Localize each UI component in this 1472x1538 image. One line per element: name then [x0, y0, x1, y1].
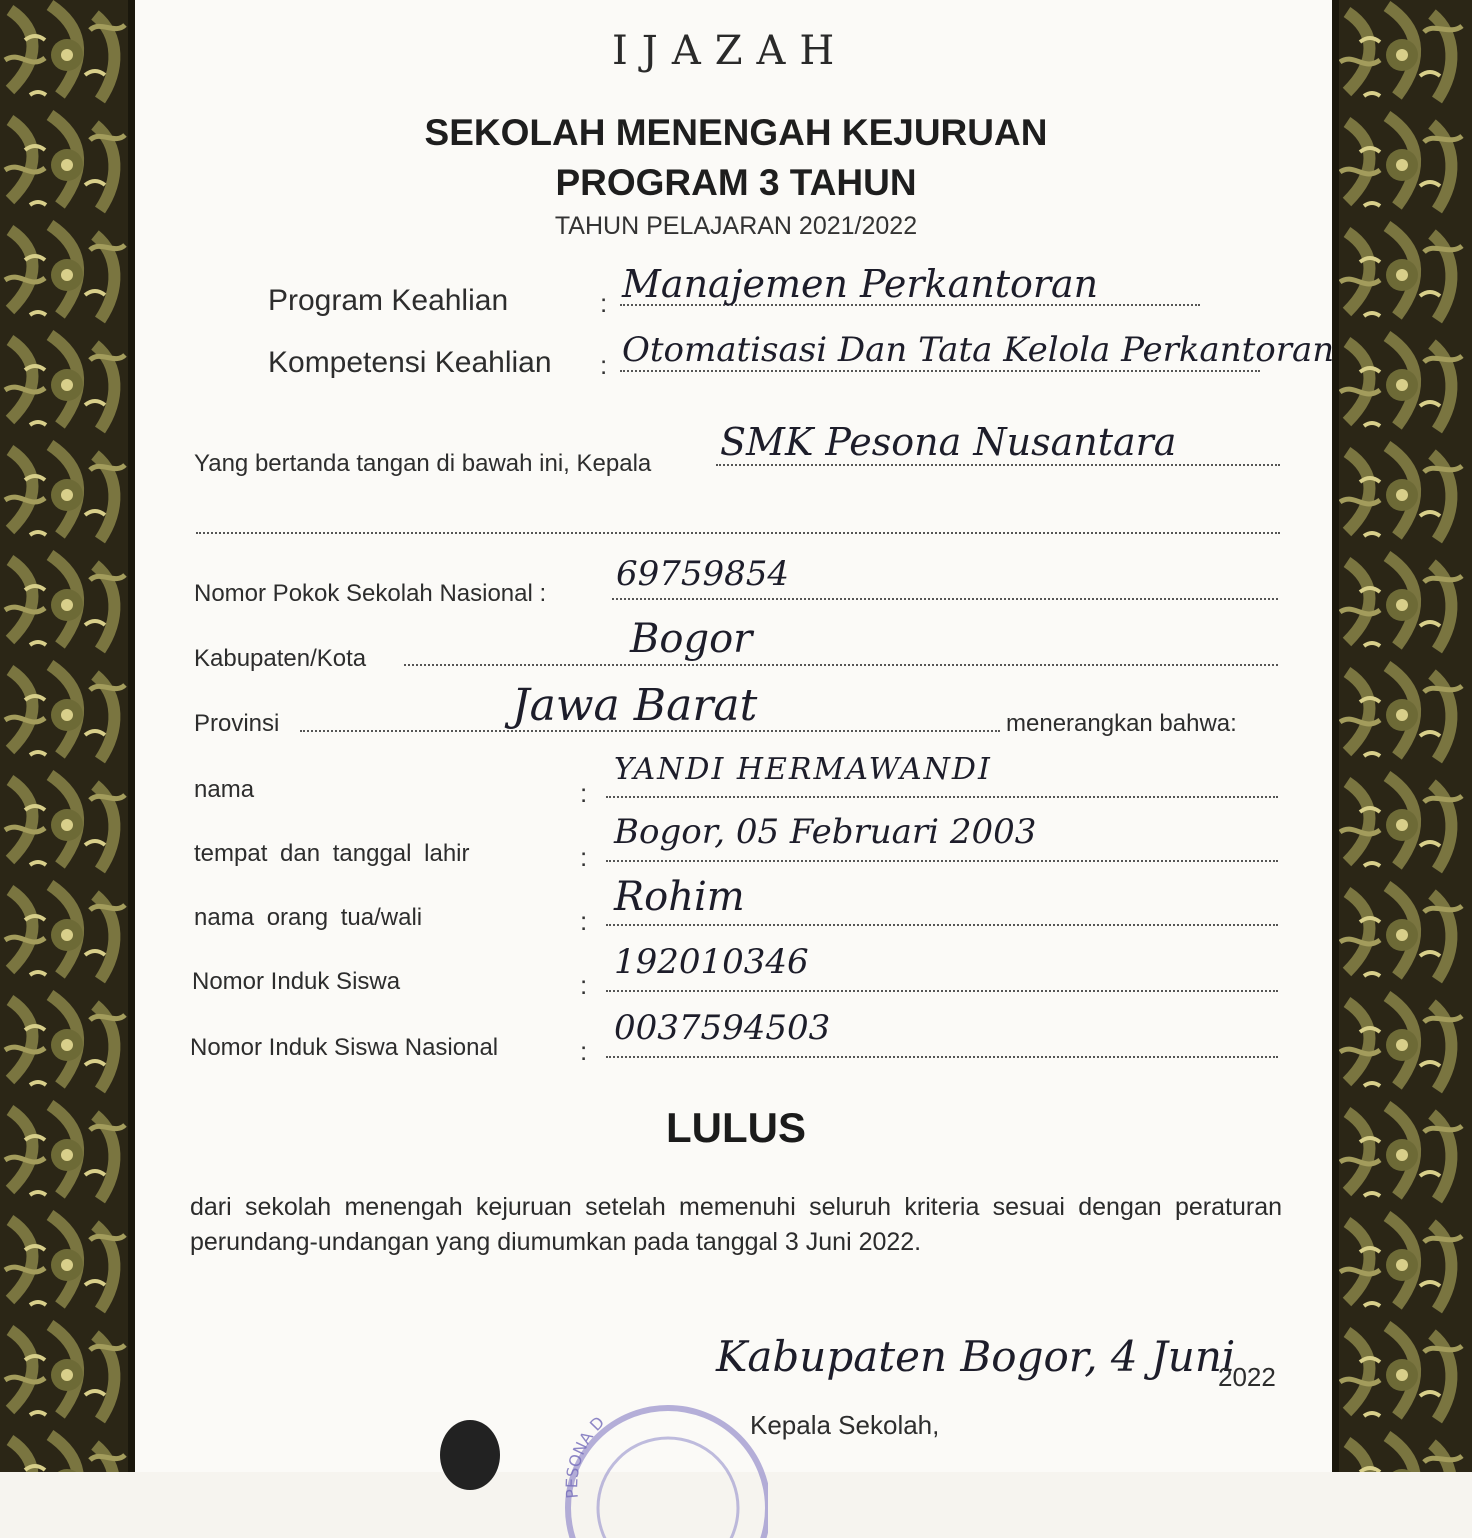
- result-statement: dari sekolah menengah kejuruan setelah memenuhi seluruh kriteria sesuai dengan peraturan perundang-undangan yang diumumkan pada tanggal 3 Juni 2022.: [190, 1193, 1282, 1256]
- kabupaten-label: Kabupaten/Kota: [194, 645, 367, 672]
- kabupaten-value: Bogor: [630, 616, 753, 662]
- provinsi-value: Jawa Barat: [512, 680, 758, 731]
- nisn-label: Nomor Induk Siswa Nasional: [190, 1034, 499, 1061]
- signature-year: 2022: [1218, 1362, 1276, 1392]
- program-heading: PROGRAM 3 TAHUN: [555, 162, 917, 203]
- colon: :: [580, 778, 588, 808]
- ttl-value: Bogor, 05 Februari 2003: [614, 812, 1037, 852]
- nis-label: Nomor Induk Siswa: [192, 968, 401, 995]
- colon: :: [600, 350, 608, 380]
- school-name-value: SMK Pesona Nusantara: [720, 420, 1177, 464]
- npsn-value: 69759854: [616, 554, 790, 594]
- colon: :: [600, 288, 608, 318]
- program-keahlian-label: Program Keahlian: [268, 284, 509, 317]
- document-title: IJAZAH: [612, 28, 849, 74]
- dotted-line: [606, 924, 1278, 926]
- school-stamp: [548, 1378, 768, 1538]
- dotted-line: [620, 370, 1260, 372]
- dotted-line-blank: [196, 532, 1280, 534]
- dotted-line: [606, 1056, 1278, 1058]
- nama-label: nama: [194, 776, 255, 803]
- kompetensi-value: Otomatisasi Dan Tata Kelola Perkantoran: [622, 330, 1335, 370]
- result-status: LULUS: [666, 1104, 806, 1151]
- dotted-line: [404, 664, 1278, 666]
- school-type-heading: SEKOLAH MENENGAH KEJURUAN: [424, 112, 1048, 153]
- student-photo: [440, 1420, 500, 1490]
- nis-value: 192010346: [614, 942, 809, 982]
- npsn-label: Nomor Pokok Sekolah Nasional :: [194, 580, 547, 607]
- dotted-line: [606, 796, 1278, 798]
- nama-value: YANDI HERMAWANDI: [614, 752, 992, 787]
- colon: :: [580, 842, 588, 872]
- provinsi-label: Provinsi: [194, 710, 280, 737]
- colon: :: [580, 970, 588, 1000]
- ortu-value: Rohim: [614, 874, 745, 920]
- kompetensi-label: Kompetensi Keahlian: [268, 346, 552, 379]
- intro-label: Yang bertanda tangan di bawah ini, Kepala: [194, 450, 652, 477]
- menerangkan-text: menerangkan bahwa:: [1006, 710, 1237, 737]
- nisn-value: 0037594503: [614, 1008, 831, 1048]
- dotted-line: [606, 860, 1278, 862]
- ttl-label: tempat dan tanggal lahir: [194, 840, 470, 867]
- dotted-line: [606, 990, 1278, 992]
- signature-place-date: Kabupaten Bogor, 4 Juni: [716, 1332, 1236, 1381]
- program-keahlian-value: Manajemen Perkantoran: [622, 262, 1099, 306]
- academic-year: TAHUN PELAJARAN 2021/2022: [554, 212, 918, 240]
- colon: :: [580, 1036, 588, 1066]
- ortu-label: nama orang tua/wali: [194, 904, 423, 931]
- signature-position: Kepala Sekolah,: [750, 1410, 940, 1440]
- dotted-line: [612, 598, 1278, 600]
- dotted-line: [716, 464, 1280, 466]
- colon: :: [580, 906, 588, 936]
- stamp-text: PESONA D: [562, 1412, 609, 1500]
